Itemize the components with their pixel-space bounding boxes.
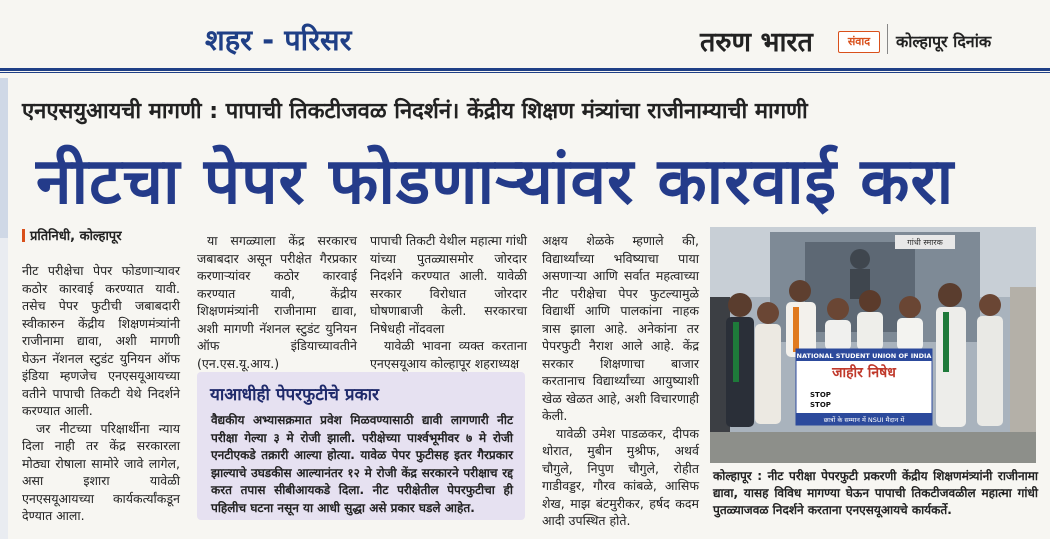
paragraph: जर नीटच्या परिक्षार्थीना न्याय दिला नाही तर केंद्र सरकारला मोठ्या रोषाला सामोरे जावे लागेल, असा इशारा यावेळी एनएसयूआयच्या कार्यकर्त्यांकडून देण्यात आला. xyxy=(22,420,180,523)
byline-text: प्रतिनिधी, कोल्हापूर xyxy=(30,229,122,244)
article-byline xyxy=(22,226,122,244)
paragraph: अक्षय शेळके म्हणाले की, विद्यार्थ्यांच्या भविष्याचा पाया असणाऱ्या आणि सर्वात महत्वाच्या नीट परीक्षेचा पेपर फुटल्यामुळे विद्यार्थी आणि पालकांना नाहक त्रास झाला आहे. अनेकांना तर पेपरफुटी नैराश आले आहे. केंद्र सरकार शिक्षणाचा बाजार करतानाच विद्यार्थ्यांच्या आयुष्याशी खेळ खेळत आहे, अशी विचारणाही केली. xyxy=(542,233,699,423)
paragraph: नीट परीक्षेचा पेपर फोडणाऱ्यावर कठोर कारवाई करण्यात यावी. तसेच पेपर फुटीची जबाबदारी स्वीकारुन केंद्रीय शिक्षणमंत्र्यांनी राजीनामा द्यावा, अशी मागणी घेऊन नॅशनल स्टुडंट युनियन ऑफ इंडिया म्हणजेच एनएसयूआयच्या वतीने पापाची तिकटी येथे निदर्शने करण्यात आली. xyxy=(22,263,180,418)
paragraph: यावेळी उमेश पाडळकर, दीपक थोरात, मुबीन मुश्रीफ, अथर्व चौगुले, निपुण चौगुले, रोहीत गाडीवड्डर, गौरव कांबळे, आसिफ शेख, माझ बंटमुरीकर, हर्षद कदम आदी उपस्थित होते. xyxy=(542,425,699,528)
header-rule xyxy=(0,68,1050,71)
banner-stop: STOP xyxy=(810,401,831,409)
article-kicker: एनएसयुआयची मागणी : पापाची तिकटीजवळ निदर्शनं। केंद्रीय शिक्षण मंत्र्यांचा राजीनाम्याची मागणी xyxy=(22,99,808,124)
news-photo xyxy=(710,227,1036,463)
banner-title: जाहीर निषेध xyxy=(832,365,896,381)
header-divider xyxy=(887,24,888,54)
article-column-1 xyxy=(22,262,180,525)
paragraph: या सगळ्याला केंद्र सरकारच जबाबदार असून परीक्षेत गैरप्रकार करणाऱ्यांवर कठोर कारवाई करण्यात यावी, केंद्रीय शिक्षणमंत्र्यांनी राजीनामा द्यावा, अशी मागणी नॅशनल स्टुडंट युनियन ऑफ इंडियाच्यावतीने (एन.एस.यू.आय.) xyxy=(197,233,357,371)
banner-org: NATIONAL STUDENT UNION OF INDIA xyxy=(796,352,932,360)
byline-marker xyxy=(22,229,25,242)
banner-footer: छात्रों के सम्मान में NSUI मैदान में xyxy=(823,416,905,424)
edition-label: कोल्हापूर दिनांक xyxy=(896,32,992,51)
header-rule-thin xyxy=(0,72,1050,73)
article-column-4 xyxy=(542,232,699,530)
statue-plate-text: गांधी स्मारक xyxy=(907,238,943,247)
article-column-2 xyxy=(197,232,357,372)
photo-caption: कोल्हापूर : नीट परीक्षा पेपरफुटी प्रकरणी केंद्रीय शिक्षणमंत्र्यांनी राजीनामा द्यावा, यासह विविध मागण्या घेऊन पापाची तिकटीजवळील महात्मा गांधी पुतळ्याजवळ निदर्शने करताना एनएसयूआयचे कार्यकर्ते. xyxy=(713,469,1038,517)
sidebar-title: याआधीही पेपरफुटीचे प्रकार xyxy=(210,385,379,405)
protest-photo-illustration xyxy=(710,227,1036,463)
sidebar-box xyxy=(197,372,525,520)
section-title: शहर - परिसर xyxy=(205,23,352,57)
newspaper-masthead: तरुण भारत xyxy=(700,27,813,58)
page-header xyxy=(0,0,1050,70)
banner-stop: STOP xyxy=(810,391,831,399)
page-edge-strip-lower xyxy=(0,238,8,539)
paragraph: पापाची तिकटी येथील महात्मा गांधी यांच्या पुतळ्यासमोर जोरदार निदर्शने करण्यात आली. यावेळी सरकार विरोधात जोरदार घोषणाबाजी केली. सरकारचा निषेधही नोंदवला xyxy=(370,233,527,336)
sidebar-body: वैद्यकीय अभ्यासक्रमात प्रवेश मिळवण्यासाठी द्यावी लागणारी नीट परीक्षा गेल्या ३ मे रोजी झाली. परीक्षेच्या पार्श्वभूमीवर ७ मे रोजी एनटीएकडे तक्रारी आल्या होत्या. यावेळ पेपर फुटीसह इतर गैरप्रकार झाल्याचे उघडकीस आल्यानंतर १२ मे रोजी केंद्र सरकारने परीक्षाच रद्द करत तपास सीबीआयकडे दिला. नीट परीक्षेतील पेपरफुटीचा ही पहिलीच घटना नसून या आधी सुद्धा असे प्रकार घडले आहेत. xyxy=(211,413,513,515)
paragraph: यावेळी भावना व्यक्त करताना एनएसयूआय कोल्हापूर शहराध्यक्ष xyxy=(370,338,527,371)
article-headline: नीटचा पेपर फोडणाऱ्यांवर कारवाई करा xyxy=(36,145,955,219)
masthead-tag: संवाद xyxy=(838,31,880,53)
article-column-3 xyxy=(370,232,527,372)
